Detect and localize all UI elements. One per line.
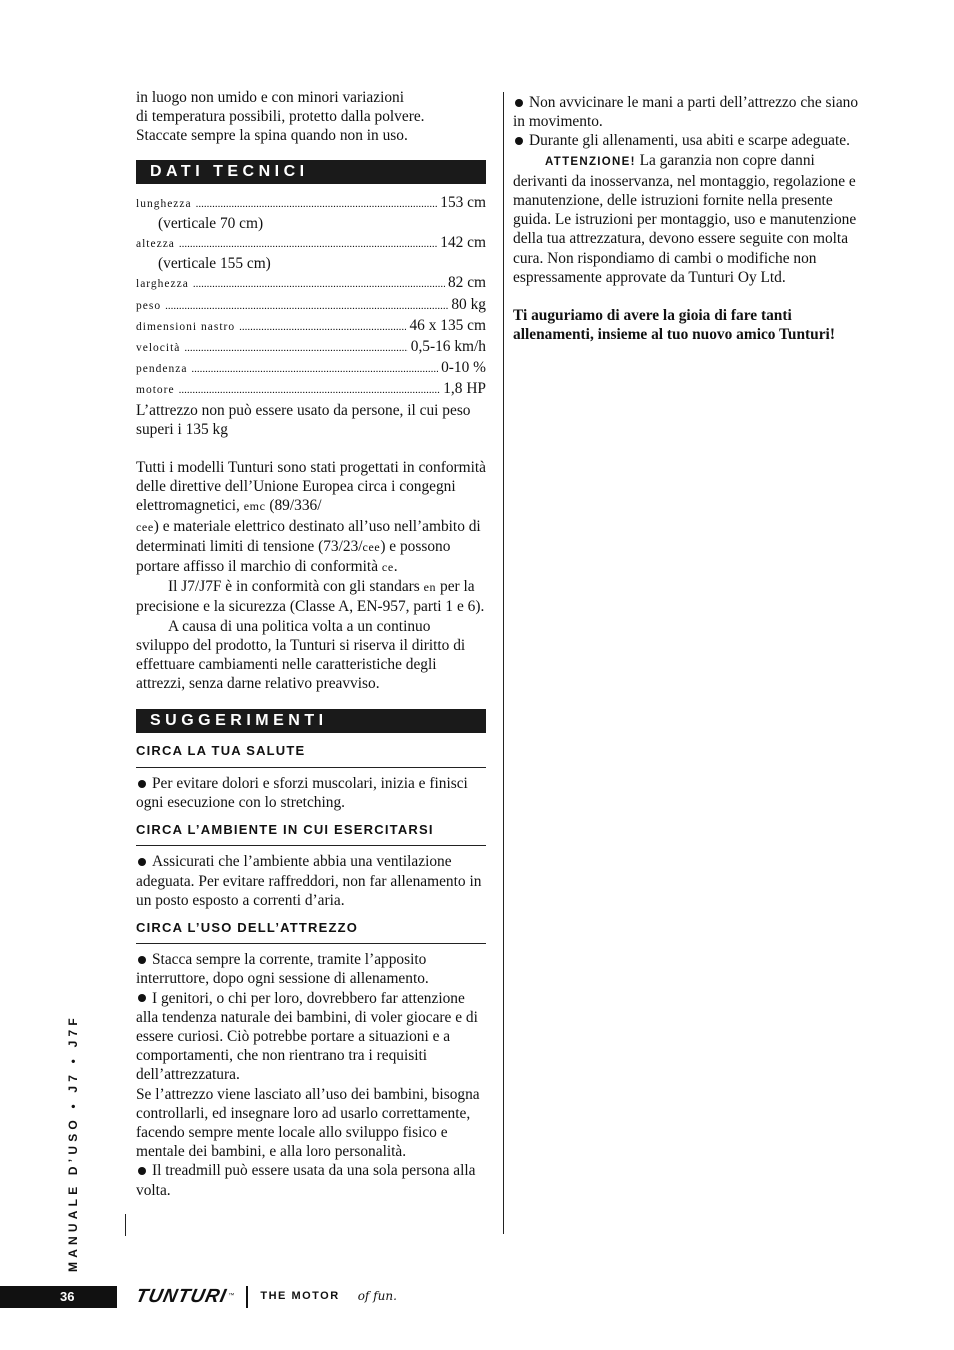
dot-leader <box>184 339 407 358</box>
spec-value: 80 kg <box>451 295 486 313</box>
bullet-item: Non avvicinare le mani a parti dell’attrezzo che siano in movimento. <box>513 94 859 131</box>
spec-label: dimensioni nastro <box>136 320 236 333</box>
left-column <box>136 88 486 1200</box>
page-number: 36 <box>0 1286 117 1308</box>
dot-leader <box>179 381 441 400</box>
bullet-icon <box>138 956 146 964</box>
intro-line: in luogo non umido e con minori variazioni <box>136 89 405 106</box>
margin-rule <box>125 1214 126 1236</box>
slogan-of-fun: of fun. <box>357 1289 397 1304</box>
intro-line: Staccate sempre la spina quando non in uso. <box>136 127 408 145</box>
spec-row <box>136 295 486 316</box>
spec-row <box>136 273 486 294</box>
column-divider <box>503 92 504 1234</box>
weight-note: L’attrezzo non può essere usato da persone, il cui peso superi i 135 kg <box>136 401 471 438</box>
spec-label: larghezza <box>136 278 189 291</box>
dot-leader <box>179 235 437 254</box>
spec-value: 153 cm <box>440 193 486 211</box>
bullet-icon <box>138 858 146 866</box>
slogan-the-motor: THE MOTOR <box>260 1290 340 1303</box>
bullet-icon <box>138 780 146 788</box>
side-running-title: MANUALE D’USO • J7 • J7F <box>66 1014 80 1272</box>
warranty-paragraph: ATTENZIONE! La garanzia non copre danni derivanti da inosservanza, nel montaggio, regolazione e manutenzione, delle istruzioni fornite nella presente guida. Le istruzioni per montaggio, uso e manutenzione della tua attrezzatura, devono essere seguite con molta cura. Non rispondiamo di cambi o modifiche non espressamente approvate da Tunturi Oy Ltd. <box>513 151 857 286</box>
tunturi-logo: TUNTURI <box>133 1286 229 1308</box>
bullet-icon <box>515 137 523 145</box>
spec-value: 1,8 HP <box>443 380 486 398</box>
dot-leader <box>165 297 448 316</box>
subheading-uso: CIRCA L’USO DELL’ATTREZZO <box>136 910 486 944</box>
spec-value: 0,5-16 km/h <box>410 338 486 356</box>
right-column <box>513 93 865 344</box>
subheading-ambiente: CIRCA L’AMBIENTE IN CUI ESERCITARSI <box>136 812 486 846</box>
spec-label: peso <box>136 299 162 312</box>
standards-paragraph: Il J7/J7F è in conformità con gli standars en per la precisione e la sicurezza (Classe A, EN-957, parti 1 e 6). <box>136 578 485 616</box>
spec-list <box>136 193 486 401</box>
intro-line: di temperatura possibili, protetto dalla polvere. <box>136 108 425 126</box>
spec-row <box>136 358 486 379</box>
bullet-item: Per evitare dolori e sforzi muscolari, inizia e finisci ogni esecuzione con lo stretching. <box>136 774 468 811</box>
policy-paragraph: A causa di una politica volta a un continuo sviluppo del prodotto, la Tunturi si riserva il diritto di effettuare cambiamenti nelle caratteristiche degli attrezzi, senza darne relativo preavviso. <box>136 617 466 693</box>
spec-row <box>136 337 486 358</box>
spec-label: motore <box>136 384 175 397</box>
footer-logo <box>133 1284 397 1310</box>
trademark: ™ <box>228 1293 235 1300</box>
dot-leader <box>239 318 406 337</box>
spec-value: 0-10 % <box>441 359 486 377</box>
spec-subvalue: (verticale 70 cm) <box>158 214 264 232</box>
spec-value: 142 cm <box>440 234 486 252</box>
spec-subvalue: (verticale 155 cm) <box>158 255 271 273</box>
spec-row <box>136 193 486 214</box>
spec-row <box>136 316 486 337</box>
spec-row <box>136 379 486 400</box>
paragraph: Se l’attrezzo viene lasciato all’uso dei bambini, bisogna controllarli, ed insegnare loro ad usarlo correttamente, facendo sempre mente locale allo sviluppo fisico e mentale dei bambini, e alla loro personalità. <box>136 1085 480 1161</box>
bullet-item: I genitori, o chi per loro, dovrebbero far attenzione alla tendenza naturale dei bambini, di voler giocare e di essere curiosi. Ciò potrebbe portare a situazioni e a comportamenti, che non rientrano tra i requisiti dell’attrezzatura. <box>136 989 478 1084</box>
spec-label: altezza <box>136 238 175 251</box>
spec-label: pendenza <box>136 363 188 376</box>
dot-leader <box>196 195 438 214</box>
bullet-item: Durante gli allenamenti, usa abiti e scarpe adeguate. <box>513 131 865 150</box>
spec-label: velocità <box>136 342 181 355</box>
section-header-suggerimenti: SUGGERIMENTI <box>136 709 486 733</box>
bullet-icon <box>138 1167 146 1175</box>
attention-label: ATTENZIONE! <box>545 155 636 168</box>
bullet-item: Assicurati che l’ambiente abbia una ventilazione adeguata. Per evitare raffreddori, non far allenamento in un posto esposto a correnti d’aria. <box>136 853 482 909</box>
dot-leader <box>193 275 445 294</box>
spec-value: 46 x 135 cm <box>409 316 486 334</box>
logo-divider <box>246 1286 248 1308</box>
bullet-icon <box>515 99 523 107</box>
bullet-item: Stacca sempre la corrente, tramite l’apposito interruttore, dopo ogni sessione di allenamento. <box>136 951 429 988</box>
subheading-salute: CIRCA LA TUA SALUTE <box>136 733 486 767</box>
section-header-dati-tecnici: DATI TECNICI <box>136 160 486 184</box>
closing-message: Ti auguriamo di avere la gioia di fare tanti allenamenti, insieme al tuo nuovo amico Tunturi! <box>513 307 835 344</box>
spec-row <box>136 233 486 254</box>
dot-leader <box>191 360 438 379</box>
spec-label: lunghezza <box>136 197 192 210</box>
bullet-icon <box>138 994 146 1002</box>
conformity-paragraph: Tutti i modelli Tunturi sono stati progettati in conformità delle direttive dell’Unione Europea circa i congegni elettromagnetici, emc (89/336/ cee) e materiale elettrico destinato all’uso nell’ambito di determinati limiti di tensione (73/23/cee) e possono portare affisso il marchio di conformità ce. <box>136 459 487 576</box>
bullet-item: Il treadmill può essere usata da una sola persona alla volta. <box>136 1162 476 1199</box>
spec-value: 82 cm <box>447 274 486 292</box>
